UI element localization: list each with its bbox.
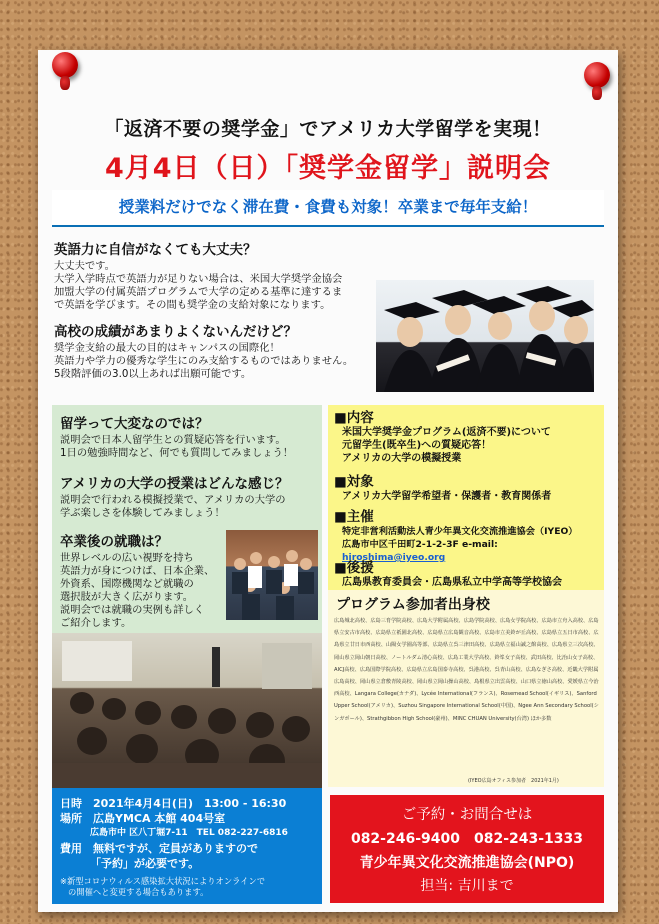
push-pin-left-icon: [52, 52, 78, 78]
qa-grades: [54, 320, 394, 381]
organizer-email-link[interactable]: hiroshima@iyeo.org: [342, 552, 446, 563]
contact-heading: ご予約・お問合せは: [401, 807, 533, 823]
event-fee: 費用 無料ですが、定員がありますので: [60, 842, 258, 855]
qa-difficulty: 留学って大変なのでは？ 説明会で日本人留学生との質疑応答を行います。 1日の勉強時間など、何でも質問してみましょう！: [60, 412, 322, 460]
venue-panel: [52, 788, 322, 904]
target-section: ■対象 アメリカ大学留学希望者・保護者・教育関係者: [334, 474, 552, 502]
qa-classes-question: アメリカの大学の授業はどんな感じ？: [60, 476, 289, 492]
event-place: 場所 広島YMCA 本館 404号室: [60, 812, 226, 825]
support-section: ■後援 広島県教育委員会・広島県私立中学高等学校協会: [334, 560, 562, 588]
content-section: ■内容 米国大学奨学金プログラム(返済不要)について 元留学生(既卒生)への質疑応答！ アメリカの大学の模擬授業: [334, 410, 551, 464]
flyer: [38, 50, 618, 912]
alumni-schools-title: プログラム参加者出身校: [336, 597, 490, 613]
event-date: 日時 2021年4月4日(日) 13:00 - 16:30: [60, 797, 287, 810]
headline: 「返済不要の奨学金」でアメリカ大学留学を実現！: [104, 118, 552, 140]
students-group-photo: [226, 530, 318, 620]
event-fee-reservation: 「予約」が必要です。: [90, 857, 200, 870]
contact-phones[interactable]: 082-246-9400 082-243-1333: [350, 831, 584, 847]
organizer-address: 広島市中区千田町2-1-2-3F e-mail:: [342, 539, 498, 550]
qa-english: [54, 238, 384, 312]
alumni-schools-list: 広島城北高校、広島三育学院高校、広島大学附属高校、広島学院高校、広島女学院高校、広島市立舟入高校、広島県立安古市高校、広島県立祇園北高校、広島県立広島観音高校、広島市立美鈴が丘高校、広島県立五日市高校、広島県立廿日市西高校、山陽女学園高等部、広島県立呉三津田高校、広島県立福山誠之館高校、広島県立三次高校、岡山県立岡山朝日高校、ノートルダム清心高校、広島工業大学高校、鈴峯女子高校、武田高校、比治山女子高校、AICJ高校、広島国際学院高校、広島県立広島国泰寺高校、呉港高校、呉青山高校、広島なぎさ高校、近畿大学附属広島高校、岡山県立倉敷青陵高校、岡山県立岡山操山高校、島根県立出雲高校、山口県立徳山高校、愛媛県立今治西高校、Langara College(カナダ)、Lycée International(フランス)、Rosemead School(イギリス)、Sanford Upper School(アメリカ)、Suzhou Singapore International School(中国)、Ngee Ann Secondary School(シンガポール)、Strathgibbon High School(豪州)、MINC CHUAN University(台湾) ほか多数: [334, 618, 599, 722]
push-pin-right-icon: [584, 62, 610, 88]
graduates-photo: [376, 280, 594, 392]
qa-grades-answer: 奨学金支給の最大の目的はキャンパスの国際化！ 英語力や学力の優秀な学生にのみ支給するものではありません。 5段階評価の3.0以上あれば出願可能です。: [54, 342, 354, 380]
qa-english-answer: 大丈夫です。 大学入学時点で英語力が足りない場合は、米国大学奨学金協会 加盟大学の付属英語プログラムで大学の定める基準に達するま で英語を学びます。その間も奨学金の支給対象になります。: [54, 260, 343, 311]
qa-career: 卒業後の就職は？ 世界レベルの広い視野を持ち 英語力が身につけば、日本企業、 外資系、国際機関など就職の 選択肢が大きく広がります。 説明会では就職の実例も詳しく ご紹介します。: [60, 530, 235, 630]
contact-person: 担当: 吉川まで: [420, 878, 514, 894]
qa-english-question: 英語力に自信がなくても大丈夫？: [54, 242, 257, 258]
benefit-banner: 授業料だけでなく滞在費・食費も対象！卒業まで毎年支給！: [52, 190, 604, 227]
seminar-classroom-photo: [52, 633, 322, 788]
contact-panel: [330, 795, 604, 903]
contact-org: 青少年異文化交流推進協会(NPO): [359, 855, 575, 871]
organizer-section: ■主催 特定非営利活動法人青少年異文化交流推進協会（IYEO） 広島市中区千田町2-1-2-3F e-mail: hiroshima@iyeo.org: [334, 509, 578, 563]
qa-career-question: 卒業後の就職は？: [60, 534, 168, 550]
qa-classes: アメリカの大学の授業はどんな感じ？ 説明会で行われる模擬授業で、アメリカの大学の 学ぶ楽しさを体験してみましょう！: [60, 472, 322, 520]
alumni-schools-note: (IYEO広島オフィス参加者 2021年1月): [468, 778, 559, 784]
qa-difficulty-question: 留学って大変なのでは？: [60, 416, 209, 432]
event-title: 4月4日（日）「奨学金留学」説明会: [104, 153, 552, 184]
graduates-illustration: [376, 280, 594, 392]
event-address: 広島市中 区八丁堀7-11 TEL 082-227-6816: [90, 828, 288, 838]
covid-note: ※新型コロナウィルス感染拡大状況によりオンラインで の開催へと変更する場合もあります。: [60, 876, 266, 897]
qa-grades-question: 高校の成績があまりよくないんだけど？: [54, 324, 297, 340]
